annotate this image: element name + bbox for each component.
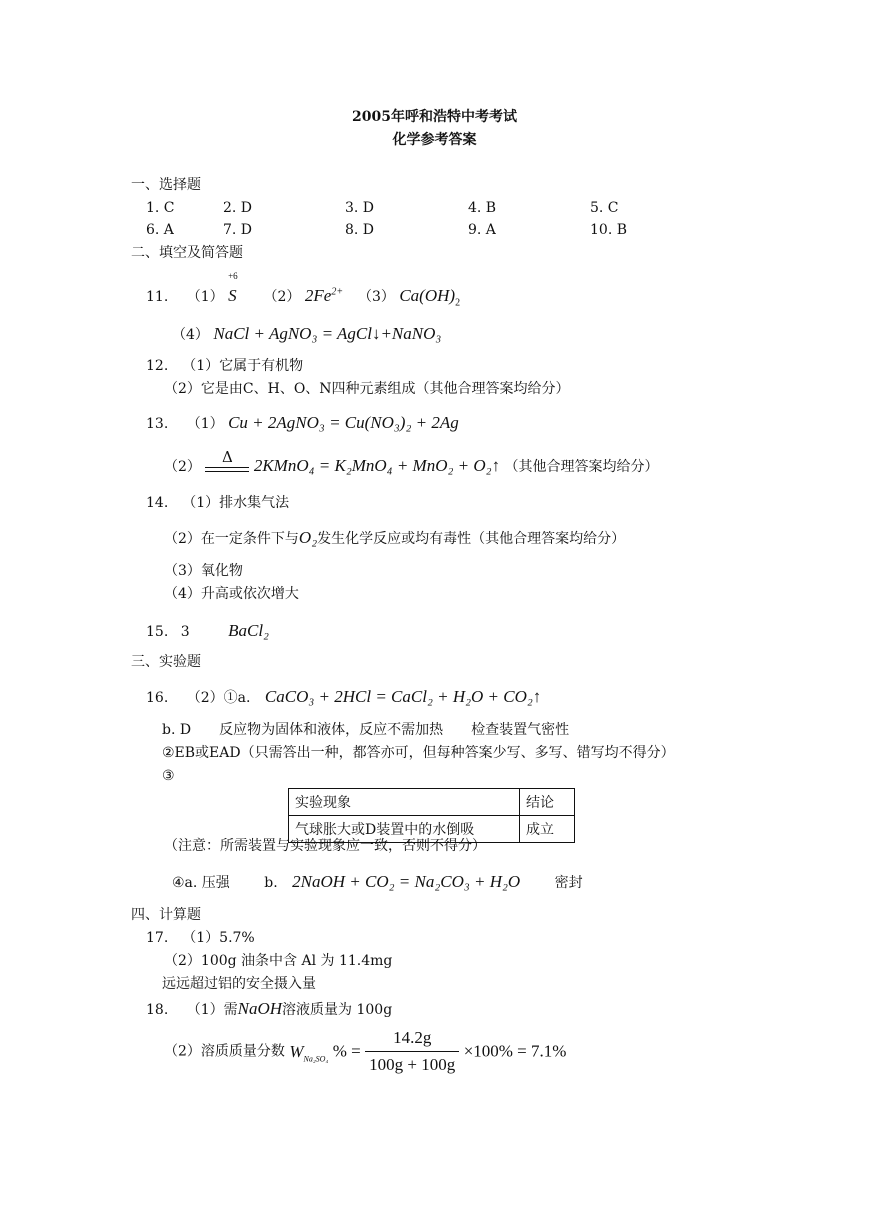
part-label: （1） [186,289,224,305]
mc-answer: 9. A [468,222,496,238]
q16-note: （注意：所需装置与实验现象应一致，否则不得分） [164,838,486,854]
section3-heading: 三、实验题 [131,654,201,670]
table-header: 结论 [520,789,575,816]
mc-answer: 2. D [223,200,253,216]
formula-caoh: $Ca(OH)_2$ [399,286,461,309]
equation-nacl: NaCl + AgNO₃ = AgCl↓+NaNO₃ [213,324,442,343]
mc-answer: 8. D [345,222,375,238]
q16-line-c4: ④a. 压强 b. 2NaOH + CO₂ = Na₂CO₃ + H₂O 密封 [172,872,583,891]
q15-line: 15. 3 BaCl₂ [146,621,269,640]
mc-answer: 5. C [590,200,619,216]
table-header: 实验现象 [289,789,520,816]
mc-answer: 10. B [590,222,628,238]
fraction: $\frac{14.2g}{100g + 100g}$ [365,1028,459,1076]
doc-title: 2005年呼和浩特中考考试 [352,109,517,125]
q13-line2: （2） Δ 2KMnO₄ = K₂MnO₄ + MnO₂ + O₂↑ （其他合理答案均给分） [164,448,659,475]
part-label: （4） [172,327,209,343]
q-number: 11. [146,289,169,305]
mc-answer: 4. B [468,200,497,216]
table-header-row [289,789,575,816]
q16-line-c2: ②EB或EAD（只需答出一种，都答亦可，但每种答案少写、多写、错写均不得分） [162,745,675,761]
q16-line-b: b. D 反应物为固体和液体，反应不需加热 检查装置气密性 [162,722,570,738]
equation-naoh: 2NaOH + CO₂ = Na₂CO₃ + H₂O [292,872,521,891]
part-label: （2） [164,459,201,475]
q11-line1 [146,271,461,309]
q11-line2 [172,325,441,342]
q16-line-c3: ③ [162,768,175,784]
formula-fe: $2Fe^{2+}$ [304,286,344,305]
equation-kmno4: 2KMnO₄ = K₂MnO₄ + MnO₂ + O₂↑ [253,456,501,475]
section4-heading: 四、计算题 [131,907,201,923]
mc-answer: 1. C [146,200,175,216]
doc-subtitle: 化学参考答案 [392,132,477,148]
mc-answer: 6. A [146,222,174,238]
section1-heading: 一、选择题 [131,177,201,193]
q17-line3: 远远超过铝的安全摄入量 [162,976,316,992]
equation-caco3: CaCO₃ + 2HCl = CaCl₂ + H₂O + CO₂↑ [264,687,542,706]
q16-line1: 16. （2）①a. CaCO₃ + 2HCl = CaCl₂ + H₂O + CO₂↑ [146,687,542,706]
formula-s6: +6 S [228,271,238,305]
q13-line1: 13. （1） Cu + 2AgNO₃ = Cu(NO₃)₂ + 2Ag [146,413,459,432]
q14-line3: （3）氧化物 [164,563,243,579]
part-label: （3） [357,289,395,305]
q12-line2: （2）它是由C、H、O、N四种元素组成（其他合理答案均给分） [164,381,570,397]
q18-line2: （2）溶质质量分数 $W_{Na_2SO_4}$ % = $\frac{14.2g}{100g + 100g}$ ×100% = 7.1% [164,1028,567,1075]
heat-condition-mark: Δ [205,450,249,472]
result-table [288,788,575,843]
q14-line2: （2）在一定条件下与O₂发生化学反应或均有毒性（其他合理答案均给分） [164,528,626,547]
table-cell: 成立 [520,816,575,843]
equation-cu: Cu + 2AgNO₃ = Cu(NO₃)₂ + 2Ag [228,413,459,432]
q17-line2: （2）100g 油条中含 Al 为 11.4mg [164,953,393,969]
q18-line1: 18. （1）需NaOH溶液质量为 100g [146,999,393,1018]
part-label: （1） [186,416,224,432]
q14-line4: （4）升高或依次增大 [164,586,299,602]
mc-answer: 7. D [223,222,253,238]
part-label: （2） [263,289,301,305]
table-cell: 气球胀大或D装置中的水倒吸 [289,816,520,843]
section2-heading: 二、填空及简答题 [131,245,243,261]
q12-line1: 12. （1）它属于有机物 [146,358,304,374]
q14-line1: 14. （1）排水集气法 [146,495,290,511]
q17-line1: 17. （1）5.7% [146,930,255,946]
mc-answer: 3. D [345,200,375,216]
